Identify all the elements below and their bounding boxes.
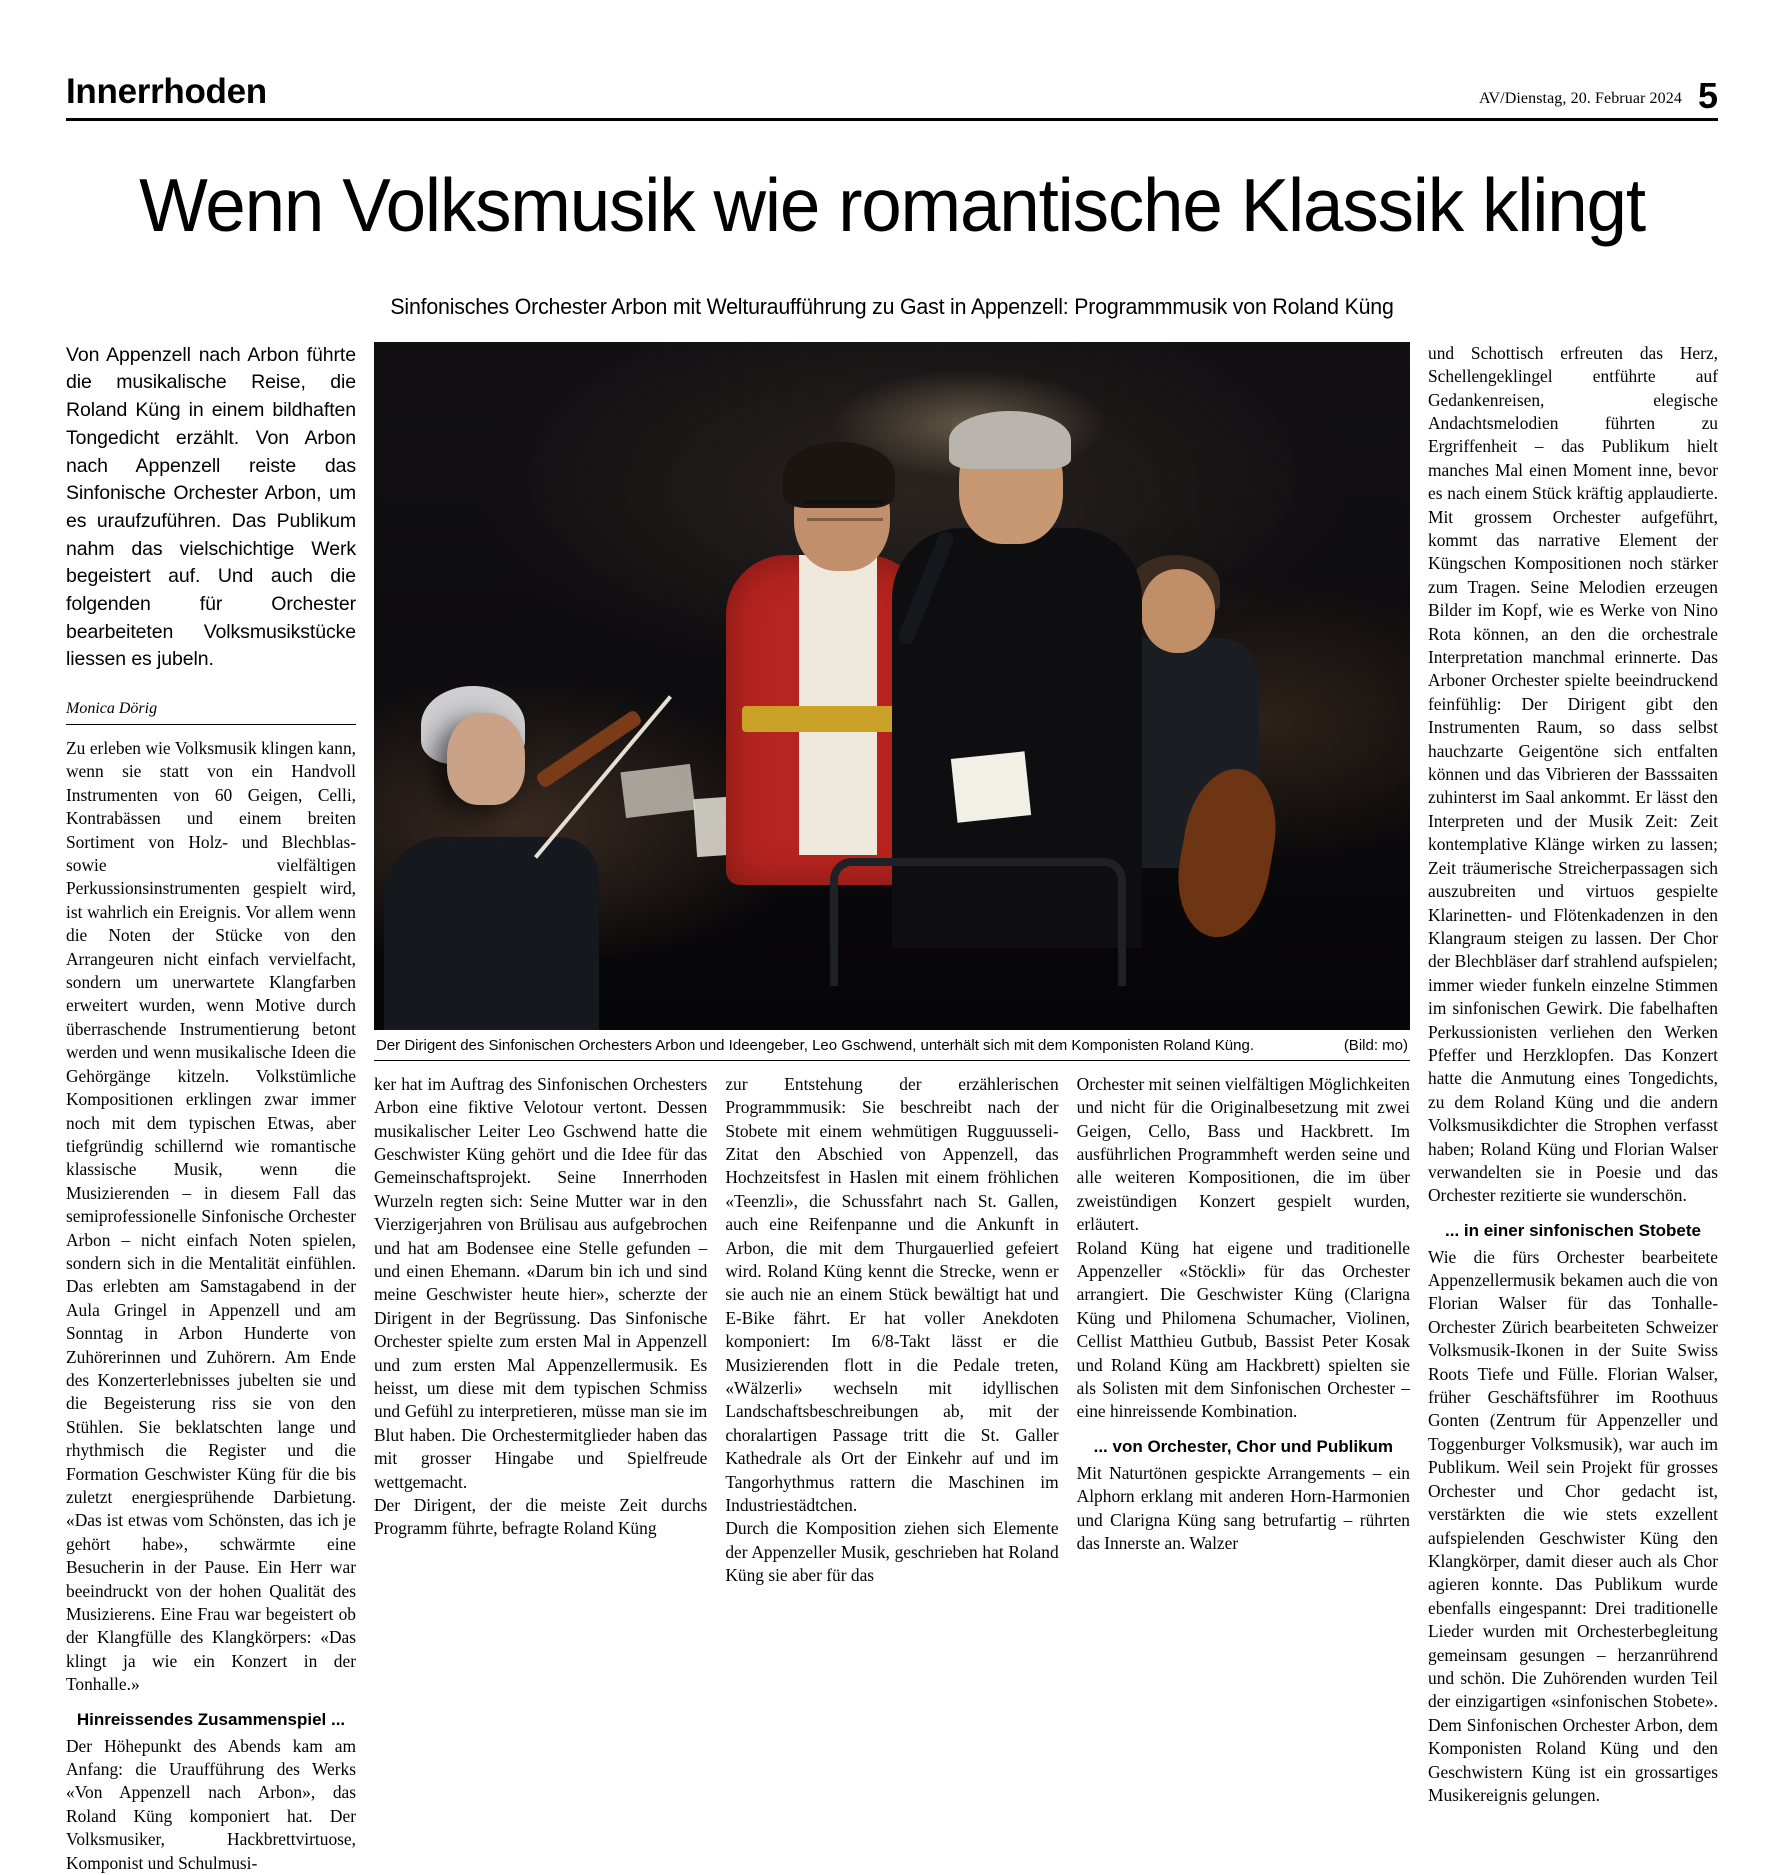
photo-block: [374, 342, 1410, 1061]
photo-grain: [374, 342, 1410, 1030]
paragraph: ker hat im Auftrag des Sinfonischen Orchesters Arbon eine fiktive Velotour vertont. Dessen musikalischer Leiter Leo Gschwend hatte die Geschwister Küng gehört und die Idee für das Gemeinschaftsprojekt. Seine Innerrhoden Wurzeln regten sich: Seine Mutter war in den Vierzigerjahren von Brülisau aus aufgebrochen und hat am Bodensee eine Stelle gefunden – und einen Ehemann. «Darum bin ich und sind meine Geschwister heute hier», scherzte der Dirigent in der Begrüssung. Das Sinfonische Orchester spielte zum ersten Mal in Appenzell und zum ersten Mal Appenzellermusik. Es heisst, um diese mit dem typischen Schmiss und Gefühl zu interpretieren, müsse man sie im Blut haben. Die Orchestermitglieder haben das mit grosser Hingabe und Spielfreude wettgemacht.: [374, 1073, 708, 1492]
article-subhead: Sinfonisches Orchester Arbon mit Welturaufführung zu Gast in Appenzell: Programmmusik von Roland Küng: [390, 293, 1394, 319]
masthead-meta: [1478, 74, 1718, 116]
paragraph: Wie die fürs Orchester bearbeitete Appenzellermusik bekamen auch die von Florian Walser für das Tonhalle-Orchester Zürich bearbeiteten Schweizer Volksmusik-Ikonen in der Suite Swiss Roots Tiefe und Fülle. Florian Walser, früher Geschäftsführer im Roothuus Gonten (Zentrum für Appenzeller und Toggenburger Volksmusik), war auch im Publikum. Weil sein Projekt für grosses Orchester und Chor gedacht ist, verstärkten die wie stets exzellent aufspielenden Geschwister Küng den Klangkörper, damit dieser auch als Chor agieren konnte. Das Publikum wurde ebenfalls eingespannt: Drei traditionelle Lieder wurden mit Orchesterbegleitung gemeinsam gesungen – herzanrührend und schön. Die Zuhörenden wurden Teil der einzigartigen «sinfonischen Stobete». Dem Sinfonischen Orchester Arbon, dem Komponisten Roland Küng und den Geschwistern Küng ist ein grossartiges Musikereignis gelungen.: [1428, 1246, 1718, 1805]
article-body-grid: [66, 342, 1718, 1875]
caption-credit: (Bild: mo): [1343, 1036, 1408, 1054]
lead-paragraph: Von Appenzell nach Arbon führte die musikalische Reise, die Roland Küng in einem bildhaften Tongedicht erzählt. Von Arbon nach Appenzell reiste das Sinfonische Orchester Arbon, um es uraufzuführen. Das Publikum nahm das vielschichtige Werk begeistert auf. Und auch die folgenden für Orchester bearbeiteten Volksmusikstücke liessen es jubeln.: [66, 343, 356, 671]
subheading-von-orchester: ... von Orchester, Chor und Publikum: [1093, 1436, 1394, 1456]
subheading-sinfonische-stobete: ... in einer sinfonischen Stobete: [1445, 1220, 1701, 1240]
section-title: Innerrhoden: [66, 72, 267, 111]
page-number: 5: [1697, 74, 1718, 116]
column-left: [66, 342, 356, 1875]
byline: Monica Dörig: [66, 700, 356, 725]
paragraph: Zu erleben wie Volksmusik klingen kann, wenn sie statt von ein Handvoll Instrumenten von 60 Geigen, Celli, Kontrabässen und einem breiten Sortiment von Holz- und Blechblas- sowie vielfältigen Perkussionsinstrumenten gespielt wird, ist wahrlich ein Ereignis. Vor allem wenn die Noten der Stücke von den Arrangeuren nicht einfach vervielfacht, sondern um unerwartete Klangfarben erweitert wurden, wenn Motive durch überraschende Instrumentierung betont werden und wenn musikalische Ideen die Gehörgänge kitzeln. Volkstümliche Kompositionen erklingen zwar immer noch mit dem typischen Etwas, aber tiefgründig schillernd wie romantische klassische Musik, wenn die Musizierenden – in diesem Fall das semiprofessionelle Sinfonische Orchester Arbon – nicht einfach Noten spielen, sondern sich in die Mentalität einfühlen. Das erlebten am Samstagabend in der Aula Gringel in Appenzell und am Sonntag in Arbon Hunderte von Zuhörerinnen und Zuhörern. Am Ende des Konzerterlebnisses jubelten sie und die Begeisterung riss sie von den Stühlen. Sie beklatschten lange und rhythmisch die Register und die Formation Geschwister Küng für die bis zuletzt energiesprühende Darbietung. «Das ist etwas vom Schönsten, das ich je gehört habe», schwärmte eine Besucherin in der Pause. Ein Herr war beeindruckt von der hohen Qualität des Musizierens. Eine Frau war begeistert ob der Klangfülle des Klangkörpers: «Das klingt ja wie ein Konzert in der Tonhalle.»: [66, 738, 356, 1695]
column-5-text: [1428, 342, 1718, 1808]
paragraph: Orchester mit seinen vielfältigen Möglichkeiten und nicht für die Originalbesetzung mit zwei Geigen, Cello, Bass und Hackbrett. Im ausführlichen Programmheft werden seine und alle weiteren Kompositionen, die im über zweistündigen Konzert gespielt wurden, erläutert.: [1076, 1073, 1410, 1235]
lower-columns: [374, 1073, 1410, 1588]
paragraph: und Schottisch erfreuten das Herz, Schellengeklingel entführte auf Gedankenreisen, elegische Andachtsmelodien führten zu Ergriffenheit – das Publikum hielt manches Mal einen Moment inne, bevor es nach einem Stück kräftig applaudierte. Mit grossem Orchester aufgeführt, kommt das narrative Element der Küngschen Kompositionen noch stärker zum Tragen. Seine Melodien erzeugen Bilder im Kopf, wie es Werke von Nino Rota können, an den die orchestrale Interpretation manchmal erinnerte. Das Arboner Orchester spielte beeindruckend feinfühlig: Der Dirigent gibt den Instrumenten Raum, so dass selbst hauchzarte Geigentöne sich entfalten können und das Vibrieren der Basssaiten zuhinterst im Saal ankommt. Er lässt den Interpreten und der Musik Zeit: Zeit kontemplative Klänge wirken zu lassen; Zeit träumerische Streicherpassagen sich auszubreiten und virtuos gespielte Klarinetten- und Flötenkadenzen in den Klangraum steigen zu lassen. Der Chor der Blechbläser darf strahlend aufspielen; immer wieder funkeln einzelne Stimmen im sinfonischen Gewirk. Die fabelhaften Perkussionisten verliehen den Werken Pfeffer und Herzklopfen. Das Konzert hatte die Anmutung eines Tongedichts, zu dem Roland Küng und die andern Volksmusikdichter die Strophen verfasst haben; Roland Küng und Florian Walser verwandelten sie in Poesie und das Orchester rezitierte sie wunderschön.: [1428, 342, 1718, 1206]
paragraph: Mit Naturtönen gespickte Arrangements – ein Alphorn erklang mit anderen Horn-Harmonien und Clarigna Küng sang betrufartig – rührten das Innerste an. Walzer: [1076, 1462, 1410, 1553]
subheading-hinreissendes: Hinreissendes Zusammenspiel ...: [76, 1709, 346, 1729]
paragraph: Der Dirigent, der die meiste Zeit durchs Programm führte, befragte Roland Küng: [374, 1495, 708, 1539]
article-headline: Wenn Volksmusik wie romantische Klassik klingt: [139, 163, 1645, 247]
photo-caption: [374, 1030, 1410, 1061]
masthead: [66, 72, 1718, 121]
column-3-text: [725, 1073, 1058, 1588]
paragraph: zur Entstehung der erzählerischen Programmmusik: Sie beschreibt nach der Stobete mit einem wehmütigen Rugguusseli-Zitat den Abschied von Appenzell, das Hochzeitsfest in Haslen mit einem fröhlichen «Teenzli», die Schussfahrt nach St. Gallen, auch eine Reifenpanne und die Ankunft in Arbon, die mit dem Thurgauerlied gefeiert wird. Roland Küng kennt die Strecke, wenn er sie auch nie an einem Stück bewältigt hat und E-Bike fährt. Er hat voller Anekdoten komponiert: Im 6/8-Takt lässt er die Musizierenden flott in die Pedale treten, «Wälzerli» wechseln mit idyllischen Landschaftsbeschreibungen ab, mit der choralartigen Passage tritt die St. Galler Kathedrale als Ort der Einkehr auf und im Tangorhythmus rattern die Maschinen im Industriestädtchen.: [725, 1073, 1059, 1516]
column-4-text: [1077, 1073, 1410, 1588]
paragraph: Durch die Komposition ziehen sich Elemente der Appenzeller Musik, geschrieben hat Roland Küng sie aber für das: [725, 1518, 1059, 1586]
column-center: [374, 342, 1410, 1875]
stage-photo: [374, 342, 1410, 1030]
paragraph: Roland Küng hat eigene und traditionelle Appenzeller «Stöckli» für das Orchester arrangiert. Die Geschwister Küng (Clarigna Küng und Philomena Schumacher, Violinen, Cellist Matthieu Gutbub, Bassist Peter Kosak und Roland Küng am Hackbrett) spielten sie als Solisten mit dem Sinfonischen Orchester – eine hinreissende Kombination.: [1076, 1237, 1410, 1422]
column-right: [1428, 342, 1718, 1875]
issue-date: AV/Dienstag, 20. Februar 2024: [1478, 90, 1682, 107]
column-2-text: [374, 1073, 707, 1588]
caption-text: Der Dirigent des Sinfonischen Orchesters Arbon und Ideengeber, Leo Gschwend, unterhält sich mit dem Komponisten Roland Küng.: [376, 1036, 1255, 1054]
column-left-text: [66, 737, 356, 1875]
paragraph: Der Höhepunkt des Abends kam am Anfang: die Uraufführung des Werks «Von Appenzell nach Arbon», das Roland Küng komponiert hat. Der Volksmusiker, Hackbrettvirtuose, Komponist und Schulmusi-: [66, 1735, 356, 1873]
